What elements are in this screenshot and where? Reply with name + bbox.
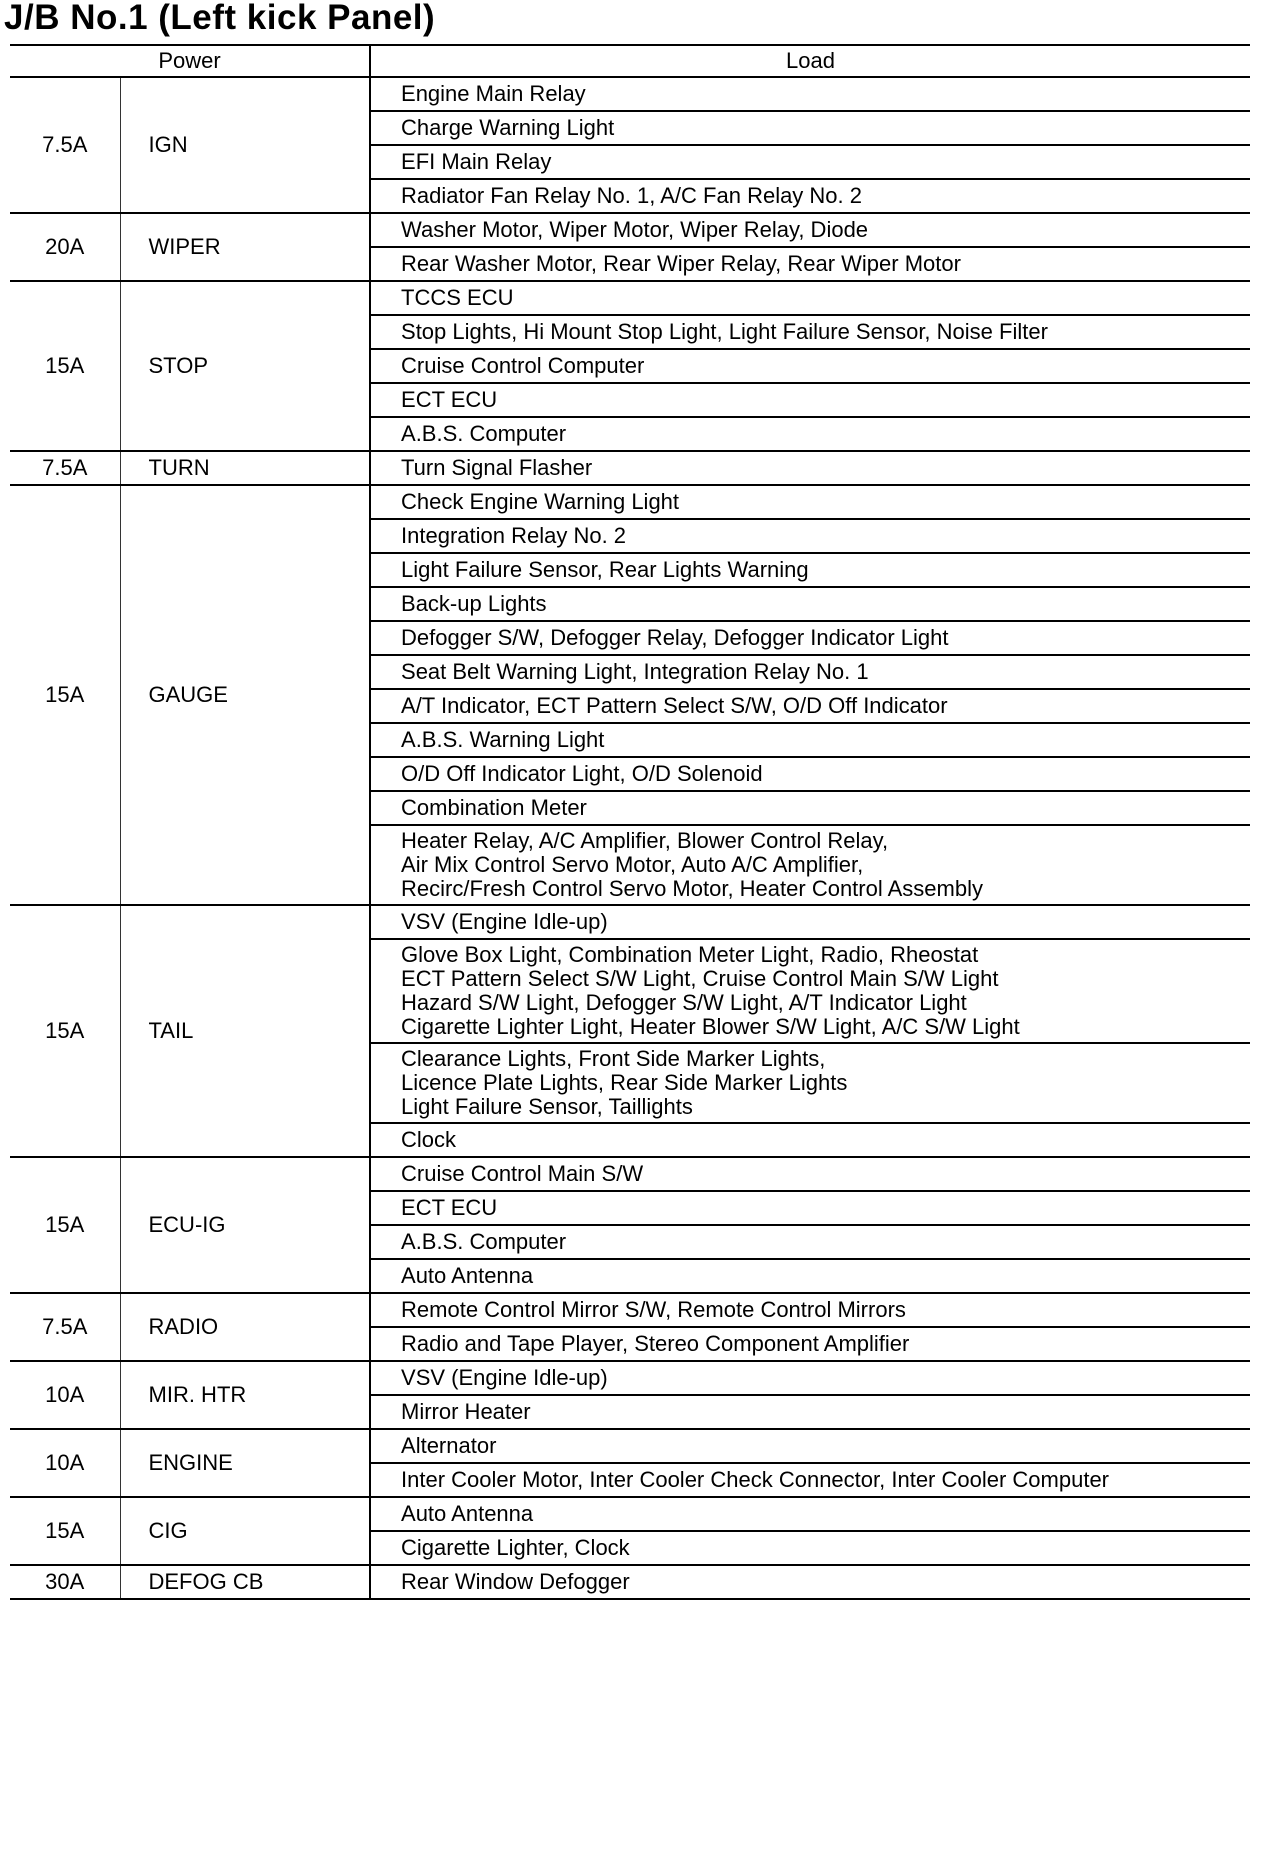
load-item: VSV (Engine Idle-up) (370, 905, 1250, 939)
load-item: Inter Cooler Motor, Inter Cooler Check Connector, Inter Cooler Computer (370, 1463, 1250, 1497)
load-item: TCCS ECU (370, 281, 1250, 315)
fuse-amperage: 30A (10, 1565, 120, 1599)
fuse-amperage: 15A (10, 1497, 120, 1565)
fuse-name: IGN (120, 77, 370, 213)
load-item: Stop Lights, Hi Mount Stop Light, Light Failure Sensor, Noise Filter (370, 315, 1250, 349)
table-row (10, 485, 1250, 519)
load-item: Defogger S/W, Defogger Relay, Defogger Indicator Light (370, 621, 1250, 655)
load-item: Charge Warning Light (370, 111, 1250, 145)
load-item: Integration Relay No. 2 (370, 519, 1250, 553)
fuse-name: RADIO (120, 1293, 370, 1361)
load-item: Rear Window Defogger (370, 1565, 1250, 1599)
load-item: Remote Control Mirror S/W, Remote Control Mirrors (370, 1293, 1250, 1327)
fuse-amperage: 7.5A (10, 451, 120, 485)
load-header: Load (370, 45, 1250, 77)
load-item: Cruise Control Computer (370, 349, 1250, 383)
table-row (10, 1429, 1250, 1463)
table-row (10, 281, 1250, 315)
table-row (10, 1497, 1250, 1531)
load-item: A.B.S. Warning Light (370, 723, 1250, 757)
load-item: Rear Washer Motor, Rear Wiper Relay, Rear Wiper Motor (370, 247, 1250, 281)
load-item: A.B.S. Computer (370, 417, 1250, 451)
fuse-name: ECU-IG (120, 1157, 370, 1293)
table-row (10, 1361, 1250, 1395)
table-row (10, 213, 1250, 247)
table-row (10, 1157, 1250, 1191)
fuse-amperage: 10A (10, 1361, 120, 1429)
load-item: Engine Main Relay (370, 77, 1250, 111)
table-row (10, 77, 1250, 111)
load-item: Mirror Heater (370, 1395, 1250, 1429)
load-item: Radio and Tape Player, Stereo Component Amplifier (370, 1327, 1250, 1361)
table-row (10, 905, 1250, 939)
fuse-name: TURN (120, 451, 370, 485)
load-item: Washer Motor, Wiper Motor, Wiper Relay, Diode (370, 213, 1250, 247)
load-item: O/D Off Indicator Light, O/D Solenoid (370, 757, 1250, 791)
load-item: Back-up Lights (370, 587, 1250, 621)
load-item: EFI Main Relay (370, 145, 1250, 179)
table-row (10, 451, 1250, 485)
load-item: Auto Antenna (370, 1497, 1250, 1531)
load-item: ECT ECU (370, 383, 1250, 417)
load-item: Auto Antenna (370, 1259, 1250, 1293)
load-item: A.B.S. Computer (370, 1225, 1250, 1259)
load-item: Cruise Control Main S/W (370, 1157, 1250, 1191)
fuse-name: MIR. HTR (120, 1361, 370, 1429)
page-title: J/B No.1 (Left kick Panel) (4, 0, 436, 37)
load-item: Cigarette Lighter, Clock (370, 1531, 1250, 1565)
load-item: VSV (Engine Idle-up) (370, 1361, 1250, 1395)
fuse-table-body (10, 77, 1250, 1599)
fuse-name: ENGINE (120, 1429, 370, 1497)
fuse-name: WIPER (120, 213, 370, 281)
load-item: Turn Signal Flasher (370, 451, 1250, 485)
table-row (10, 1293, 1250, 1327)
fuse-amperage: 15A (10, 485, 120, 905)
fuse-name: GAUGE (120, 485, 370, 905)
load-item: Glove Box Light, Combination Meter Light, Radio, Rheostat ECT Pattern Select S/W Light, Cruise Control Main S/W Light Hazard S/W Light, Defogger S/W Light, A/T Indicator Light Cigarette Lighter Light, Heater Blower S/W Light, A/C S/W Light (370, 939, 1250, 1043)
load-item: Seat Belt Warning Light, Integration Relay No. 1 (370, 655, 1250, 689)
load-item: Radiator Fan Relay No. 1, A/C Fan Relay No. 2 (370, 179, 1250, 213)
load-item: ECT ECU (370, 1191, 1250, 1225)
header-row (10, 45, 1250, 77)
fuse-name: DEFOG CB (120, 1565, 370, 1599)
fuse-amperage: 7.5A (10, 77, 120, 213)
table-row (10, 1565, 1250, 1599)
fuse-amperage: 10A (10, 1429, 120, 1497)
load-item: Heater Relay, A/C Amplifier, Blower Control Relay, Air Mix Control Servo Motor, Auto A/C Amplifier, Recirc/Fresh Control Servo Motor, Heater Control Assembly (370, 825, 1250, 905)
fuse-name: TAIL (120, 905, 370, 1157)
load-item: A/T Indicator, ECT Pattern Select S/W, O/D Off Indicator (370, 689, 1250, 723)
load-item: Alternator (370, 1429, 1250, 1463)
load-item: Clearance Lights, Front Side Marker Lights, Licence Plate Lights, Rear Side Marker Lights Light Failure Sensor, Taillights (370, 1043, 1250, 1123)
fuse-amperage: 15A (10, 905, 120, 1157)
load-item: Combination Meter (370, 791, 1250, 825)
load-item: Clock (370, 1123, 1250, 1157)
fuse-amperage: 15A (10, 1157, 120, 1293)
fuse-amperage: 20A (10, 213, 120, 281)
load-item: Light Failure Sensor, Rear Lights Warning (370, 553, 1250, 587)
power-header: Power (10, 45, 370, 77)
fuse-name: STOP (120, 281, 370, 451)
fuse-table (10, 44, 1250, 1600)
load-item: Check Engine Warning Light (370, 485, 1250, 519)
fuse-amperage: 15A (10, 281, 120, 451)
fuse-amperage: 7.5A (10, 1293, 120, 1361)
fuse-name: CIG (120, 1497, 370, 1565)
